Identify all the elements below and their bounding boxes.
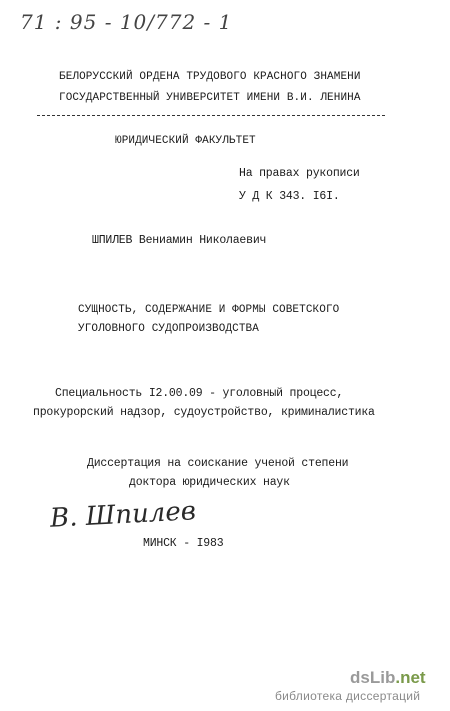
dissertation-degree-line-2: доктора юридических наук [129, 476, 290, 489]
author-signature: В. Шпилев [49, 496, 197, 534]
faculty: ЮРИДИЧЕСКИЙ ФАКУЛЬТЕТ [115, 135, 256, 147]
watermark-tld: .net [395, 668, 426, 687]
specialty-line-2: прокурорский надзор, судоустройство, криминалистика [33, 406, 375, 419]
watermark-brand: dsLib [350, 668, 396, 687]
udc-code: У Д К 343. I6I. [239, 190, 340, 203]
dissertation-title-line-1: СУЩНОСТЬ, СОДЕРЖАНИЕ И ФОРМЫ СОВЕТСКОГО [78, 304, 340, 316]
manuscript-rights: На правах рукописи [239, 167, 360, 180]
institution-line-1: БЕЛОРУССКИЙ ОРДЕНА ТРУДОВОГО КРАСНОГО ЗНАМЕНИ [59, 71, 361, 83]
institution-line-2: ГОСУДАРСТВЕННЫЙ УНИВЕРСИТЕТ ИМЕНИ В.И. ЛЕНИНА [59, 92, 361, 104]
archive-mark: 71 : 95 - 10/772 - 1 [20, 10, 233, 34]
city-year: МИНСК - I983 [143, 537, 224, 550]
watermark-tagline: библиотека диссертаций [275, 689, 421, 703]
specialty-line-1: Специальность I2.00.09 - уголовный процесс, [55, 387, 344, 400]
dissertation-title-line-2: УГОЛОВНОГО СУДОПРОИЗВОДСТВА [78, 323, 259, 335]
author-name: ШПИЛЕВ Вениамин Николаевич [92, 234, 267, 247]
dissertation-degree-line-1: Диссертация на соискание ученой степени [87, 457, 349, 470]
watermark-logo [350, 668, 426, 688]
header-divider [37, 115, 385, 116]
